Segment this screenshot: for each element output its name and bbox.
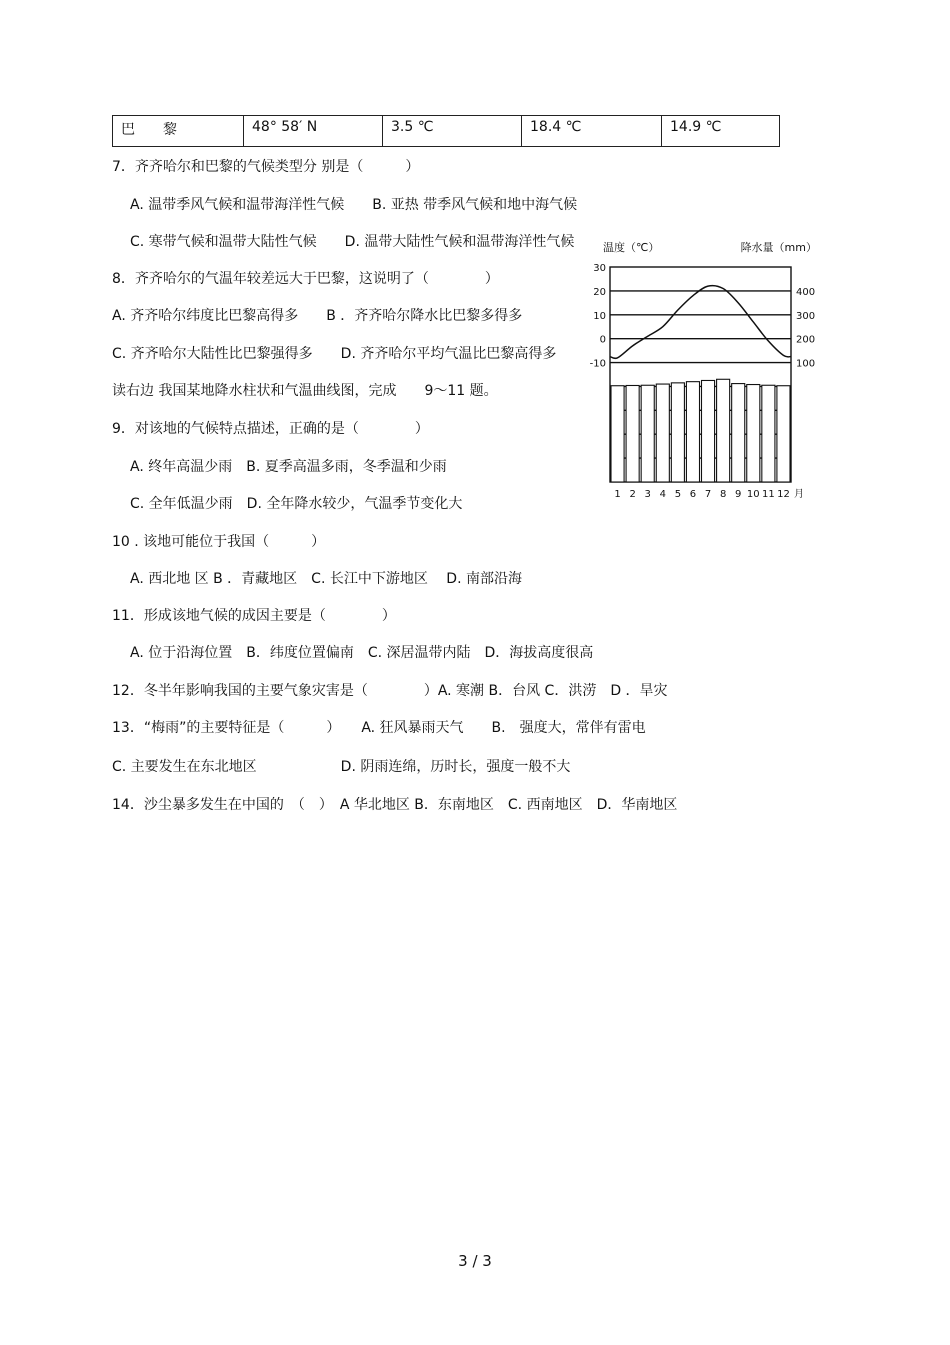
question-10: 10 . 该地可能位于我国（ ） — [112, 534, 326, 550]
month-tick-label: 4 — [659, 489, 666, 500]
month-tick-label: 5 — [674, 489, 682, 500]
table-cell-jul-temp: 18.4 ℃ — [522, 116, 662, 147]
month-tick-label: 10 — [746, 489, 760, 500]
month-tick-label: 8 — [719, 489, 727, 500]
table-cell-range: 14.9 ℃ — [662, 116, 780, 147]
month-tick-label: 9 — [735, 489, 742, 500]
right-tick-label: 200 — [796, 334, 816, 346]
month-tick-label: 7 — [704, 489, 712, 500]
month-tick-label: 2 — [629, 489, 636, 500]
question-8-options-ab: A. 齐齐哈尔纬度比巴黎高得多 B ．齐齐哈尔降水比巴黎多得多 — [112, 308, 523, 324]
climate-chart-svg — [585, 236, 821, 506]
left-tick-label: 20 — [593, 286, 606, 298]
precip-bar — [777, 386, 790, 482]
question-7-options-ab: A. 温带季风气候和温带海洋性气候 B. 亚热 带季风气候和地中海气候 — [130, 197, 578, 213]
right-tick-label: 300 — [796, 310, 816, 322]
precip-bar — [671, 383, 684, 482]
month-tick-label: 6 — [689, 489, 697, 500]
question-9-options-ab: A. 终年高温少雨 B. 夏季高温多雨，冬季温和少雨 — [130, 459, 447, 475]
month-tick-label: 3 — [644, 489, 651, 500]
question-13: 13．“梅雨”的主要特征是（ ） A. 狂风暴雨天气 B. 强度大，常伴有雷电 — [112, 720, 646, 736]
precip-bar — [611, 386, 624, 482]
month-tick-label: 12 — [777, 489, 790, 500]
left-tick-label: 30 — [593, 263, 606, 274]
month-tick-label: 1 — [614, 489, 621, 500]
climate-data-table — [112, 115, 780, 147]
question-7: 7．齐齐哈尔和巴黎的气候类型分 别是（ ） — [112, 159, 420, 175]
right-axis-label: 降水量（mm） — [740, 241, 817, 254]
left-tick-label: -10 — [589, 358, 606, 370]
question-8: 8．齐齐哈尔的气温年较差远大于巴黎，这说明了（ ） — [112, 271, 499, 287]
left-tick-label: 10 — [593, 310, 606, 322]
chart-instruction: 读右边 我国某地降水柱状和气温曲线图，完成 9～11 题。 — [112, 383, 498, 399]
precip-bar — [702, 380, 715, 482]
table-cell-latitude: 48° 58′ N — [244, 116, 383, 147]
left-tick-label: 0 — [599, 334, 606, 346]
page-number: 3 / 3 — [458, 1252, 492, 1270]
question-11-options: A. 位于沿海位置 B．纬度位置偏南 C. 深居温带内陆 D．海拔高度很高 — [130, 645, 594, 661]
precip-bar — [747, 385, 760, 482]
table-cell-city: 巴 黎 — [113, 116, 244, 147]
month-tick-label: 11 — [762, 489, 775, 500]
precip-bar — [686, 382, 699, 482]
table-cell-jan-temp: 3.5 ℃ — [383, 116, 522, 147]
right-tick-label: 400 — [796, 286, 816, 298]
question-8-options-cd: C. 齐齐哈尔大陆性比巴黎强得多 D. 齐齐哈尔平均气温比巴黎高得多 — [112, 346, 557, 362]
question-10-options: A. 西北地 区 B ．青藏地区 C. 长江中下游地区 D. 南部沿海 — [130, 571, 522, 587]
question-12: 12．冬半年影响我国的主要气象灾害是（ ）A. 寒潮 B．台风 C．洪涝 D ．旱灾 — [112, 683, 668, 699]
table-row — [113, 116, 780, 147]
question-14: 14．沙尘暴多发生在中国的 （ ） A 华北地区 B．东南地区 C. 西南地区 D．华南地区 — [112, 797, 678, 813]
right-tick-label: 100 — [796, 358, 816, 370]
left-axis-label: 温度（℃） — [603, 241, 660, 254]
precip-bar — [656, 384, 669, 482]
precip-bar — [732, 384, 745, 482]
question-7-options-cd: C. 寒带气候和温带大陆性气候 D. 温带大陆性气候和温带海洋性气候 — [130, 234, 575, 250]
question-11: 11．形成该地气候的成因主要是（ ） — [112, 608, 396, 624]
question-9: 9．对该地的气候特点描述，正确的是（ ） — [112, 421, 429, 437]
temperature-curve — [610, 286, 791, 359]
climate-chart — [585, 236, 821, 506]
precip-bar — [717, 379, 730, 482]
question-9-options-cd: C. 全年低温少雨 D. 全年降水较少，气温季节变化大 — [130, 496, 463, 512]
precip-bar — [762, 385, 775, 482]
precip-bar — [626, 385, 639, 482]
precip-bar — [641, 385, 654, 482]
month-axis-label: 月 — [794, 489, 804, 500]
question-13-options-cd: C. 主要发生在东北地区 D. 阴雨连绵，历时长，强度一般不大 — [112, 759, 571, 775]
